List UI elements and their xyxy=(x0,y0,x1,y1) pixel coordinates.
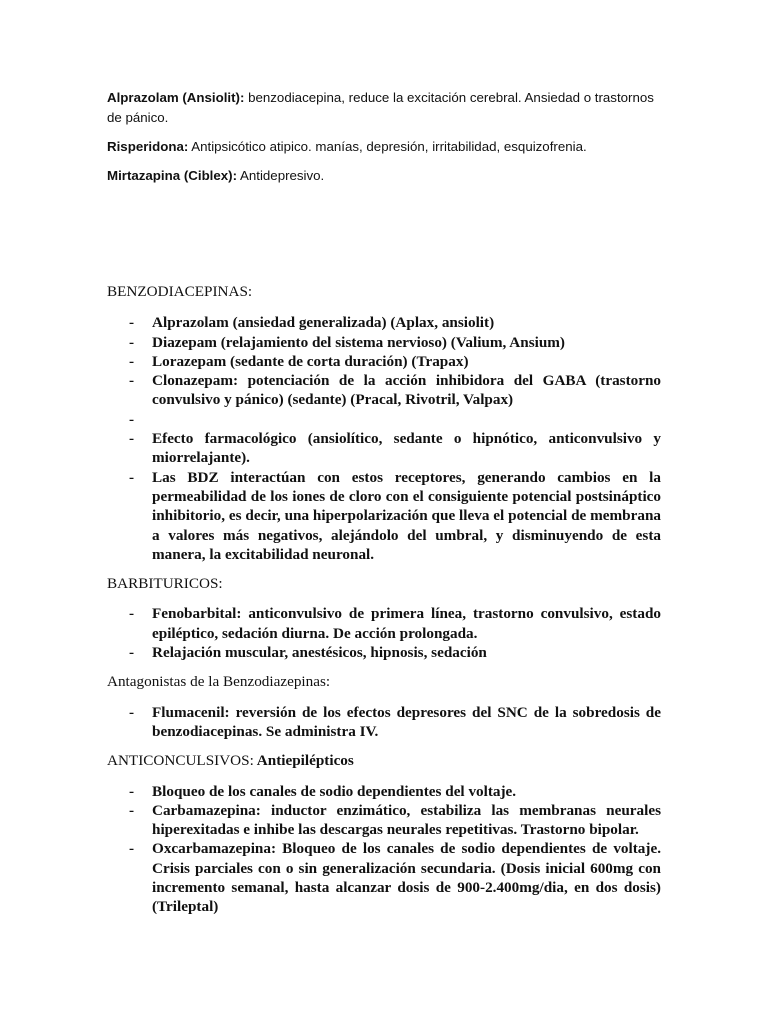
section-heading-tail: Antiepilépticos xyxy=(253,752,354,770)
benzodiacepinas-list xyxy=(107,313,661,564)
antagonistas-section xyxy=(107,672,661,741)
list-item: - Diazepam (relajamiento del sistema nervioso) (Valium, Ansium) xyxy=(107,333,661,352)
list-item: - Las BDZ interactúan con estos receptores, generando cambios en la permeabilidad de los iones de cloro con el consiguiente potencial postsináptico inhibitorio, es decir, una hiperpolarización que lleva el potencial de membrana a valores más negativos, alejándolo del umbral, y disminuyendo de esta manera, la excitabilidad neuronal. xyxy=(107,468,661,564)
section-heading xyxy=(107,751,661,770)
intro-line-risperidona xyxy=(107,137,661,157)
list-item: - Flumacenil: reversión de los efectos depresores del SNC de la sobredosis de benzodiacepinas. Se administra IV. xyxy=(107,703,661,742)
intro-desc: Antipsicótico atipico. manías, depresión, irritabilidad, esquizofrenia. xyxy=(188,139,587,154)
list-item xyxy=(107,410,661,429)
list-item: - Lorazepam (sedante de corta duración) (Trapax) xyxy=(107,352,661,371)
intro-block xyxy=(107,88,661,186)
list-item: - Relajación muscular, anestésicos, hipnosis, sedación xyxy=(107,643,661,662)
list-item: - Carbamazepina: inductor enzimático, estabiliza las membranas neurales hiperexitadas e inhibe las descargas neurales repetitivas. Trastorno bipolar. xyxy=(107,801,661,840)
intro-desc: Antidepresivo. xyxy=(237,168,325,183)
antagonistas-list xyxy=(107,703,661,742)
document-page xyxy=(107,88,661,917)
benzodiacepinas-section xyxy=(107,282,661,564)
list-item: - Alprazolam (ansiedad generalizada) (Aplax, ansiolit) xyxy=(107,313,661,332)
section-heading: Antagonistas de la Benzodiazepinas: xyxy=(107,673,331,691)
list-item: - Fenobarbital: anticonvulsivo de primera línea, trastorno convulsivo, estado epiléptico, sedación diurna. De acción prolongada. xyxy=(107,604,661,643)
section-heading-main: ANTICONCULSIVOS: xyxy=(107,752,254,770)
barbituricos-list xyxy=(107,604,661,662)
list-item: - Efecto farmacológico (ansiolítico, sedante o hipnótico, anticonvulsivo y miorrelajante). xyxy=(107,429,661,468)
section-heading: BARBITURICOS: xyxy=(107,575,223,593)
intro-term: Alprazolam (Ansiolit): xyxy=(107,90,245,105)
section-heading: BENZODIACEPINAS: xyxy=(107,283,253,300)
intro-term: Risperidona: xyxy=(107,139,189,154)
list-item: - Clonazepam: potenciación de la acción inhibidora del GABA (trastorno convulsivo y pánico) (sedante) (Pracal, Rivotril, Valpax) xyxy=(107,371,661,410)
intro-desc: benzodiacepina, reduce la excitación cerebral. Ansiedad o trastornos de pánico. xyxy=(107,90,654,125)
list-item: - Oxcarbamazepina: Bloqueo de los canales de sodio dependientes de voltaje. Crisis parciales con o sin generalización secundaria. (Dosis inicial 600mg con incremento semanal, hasta alcanzar dosis de 900-2.400mg/dia, en dos dosis) (Trileptal) xyxy=(107,839,661,916)
list-item: - Bloqueo de los canales de sodio dependientes del voltaje. xyxy=(107,782,661,801)
intro-line-mirtazapina xyxy=(107,166,661,186)
intro-term: Mirtazapina (Ciblex): xyxy=(107,168,238,183)
anticonvulsivos-section xyxy=(107,751,661,916)
intro-line-alprazolam xyxy=(107,88,661,128)
barbituricos-section xyxy=(107,574,661,662)
anticonvulsivos-list xyxy=(107,782,661,917)
